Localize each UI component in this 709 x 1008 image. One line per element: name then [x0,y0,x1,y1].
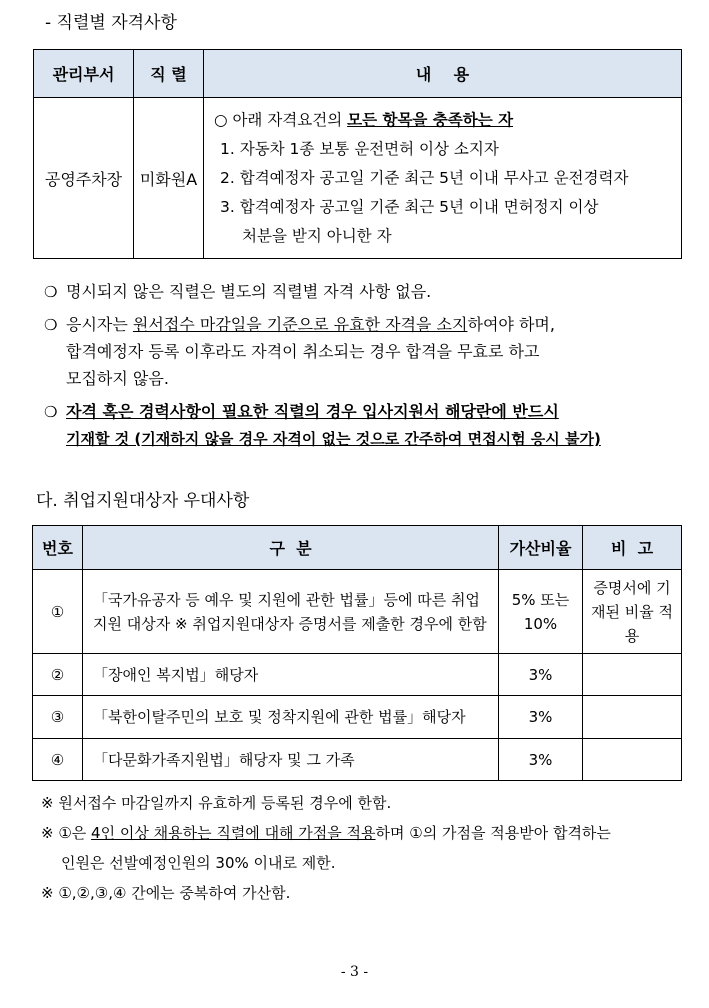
requirements-intro [214,106,673,135]
requirement-2: 2. 합격예정자 공고일 기준 최근 5년 이내 무사고 운전경력자 [220,168,629,187]
row-rate: 5% 또는 10% [499,570,583,654]
note-3: ※ ①,②,③,④ 간에는 중복하여 가산함. [41,884,291,902]
note-2-line-2: 인원은 선발예정인원의 30% 이내로 제한. [61,854,336,872]
header-number: 번호 [33,526,83,570]
table-row [33,696,682,739]
header-grade: 직 렬 [134,50,204,98]
bullet-3-line-2: 기재할 것 (기재하지 않을 경우 자격이 없는 것으로 간주하여 면접시험 응시 불가) [66,430,601,448]
bullet-2-underline: 원서접수 마감일을 기준으로 유효한 자격을 소지 [132,315,468,334]
note-1: ※ 원서접수 마감일까지 유효하게 등록된 경우에 한함. [41,794,392,812]
table-row [33,739,682,781]
grade-cell: 미화원A [134,98,204,259]
row-note: 증명서에 기재된 비율 적용 [583,570,682,654]
note-2-underline: 4인 이상 채용하는 직렬에 대해 가점을 적용 [91,824,376,842]
table-row [33,570,682,654]
header-content: 내 용 [204,50,682,98]
section-title-preference: 다. 취업지원대상자 우대사항 [36,491,250,511]
row-note [583,739,682,781]
row-description: 「북한이탈주민의 보호 및 정착지원에 관한 법률」해당자 [83,696,499,739]
preference-table [32,525,682,781]
note-2 [41,822,611,844]
requirement-3-cont: 처분을 받지 아니한 자 [242,226,392,245]
row-rate: 3% [499,654,583,696]
table-row [33,654,682,696]
row-rate: 3% [499,739,583,781]
row-note [583,696,682,739]
header-rate: 가산비율 [499,526,583,570]
header-category: 구 분 [83,526,499,570]
bullet-3 [44,400,559,424]
bullet-1-text: 명시되지 않은 직렬은 별도의 직렬별 자격 사항 없음. [66,282,432,301]
row-note [583,654,682,696]
row-number: ④ [33,739,83,781]
row-number: ① [33,570,83,654]
requirement-3: 3. 합격예정자 공고일 기준 최근 5년 이내 면허정지 이상 [220,197,599,216]
intro-text: ○ 아래 자격요건의 [214,110,348,129]
section-title-qualifications: - 직렬별 자격사항 [45,13,177,33]
row-number: ③ [33,696,83,739]
dept-cell: 공영주차장 [34,98,134,259]
bullet-2 [44,313,555,337]
note-2-text-a: ※ ①은 [41,824,92,842]
bullet-1 [44,280,431,304]
row-rate: 3% [499,696,583,739]
bullet-2-line-2: 합격예정자 등록 이후라도 자격이 취소되는 경우 합격을 무효로 하고 [66,342,540,361]
bullet-2-line-3: 모집하지 않음. [66,369,169,388]
note-2-text-b: 하며 ①의 가점을 적용받아 합격하는 [375,824,611,842]
circle-bullet-icon: ❍ [44,283,58,301]
bullet-2-text-b: 하여야 하며, [467,315,555,334]
qualification-table [33,49,682,259]
row-description: 「국가유공자 등 예우 및 지원에 관한 법률」등에 따른 취업지원 대상자 ※ 취업지원대상자 증명서를 제출한 경우에 한함 [83,570,499,654]
row-description: 「다문화가족지원법」해당자 및 그 가족 [83,739,499,781]
intro-emphasis: 모든 항목을 충족하는 자 [347,110,514,129]
requirement-1: 1. 자동차 1종 보통 운전면허 이상 소지자 [220,139,499,158]
bullet-2-text-a: 응시자는 [66,315,133,334]
page-number: - 3 - [340,964,369,980]
row-number: ② [33,654,83,696]
header-note: 비 고 [583,526,682,570]
circle-bullet-icon: ❍ [44,316,58,334]
circle-bullet-icon: ❍ [44,403,58,421]
bullet-3-text: 자격 혹은 경력사항이 필요한 직렬의 경우 입사지원서 해당란에 반드시 [66,402,559,421]
header-dept: 관리부서 [34,50,134,98]
row-description: 「장애인 복지법」해당자 [83,654,499,696]
requirements-cell [204,98,682,259]
